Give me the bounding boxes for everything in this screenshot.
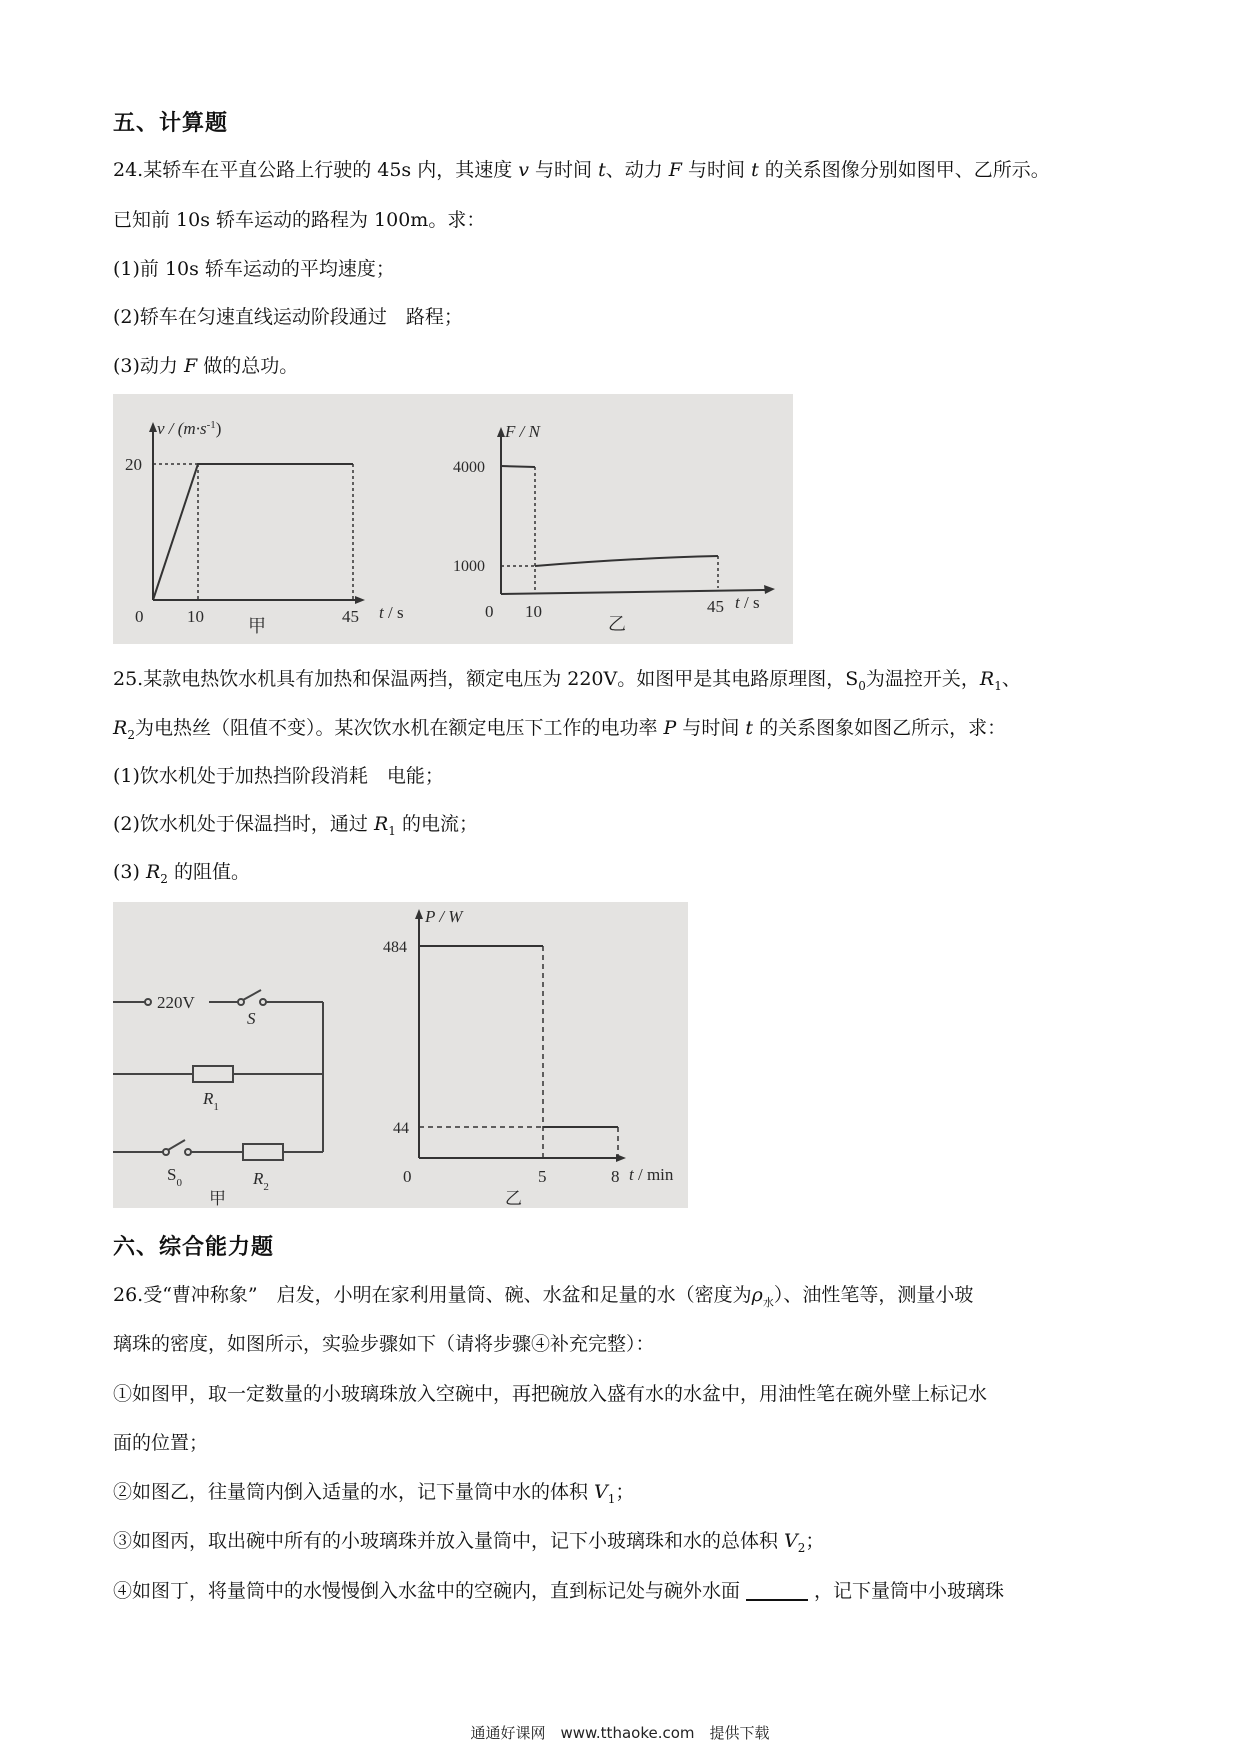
t-axis xyxy=(501,590,766,594)
q26-step1-line2: 面的位置； xyxy=(113,1432,209,1454)
q25-text: 为温控开关， xyxy=(865,668,980,690)
q24-sub1: (1)前 10s 轿车运动的平均速度； xyxy=(113,258,395,280)
q24-text: 与时间 xyxy=(681,159,752,181)
q24-text: 做的总功。 xyxy=(197,355,299,377)
origin-label: 0 xyxy=(485,602,494,621)
section-six-title: 六、综合能力题 xyxy=(113,1235,275,1260)
t-unit: / s xyxy=(387,603,404,622)
var-v: v xyxy=(518,159,529,181)
v-series-line xyxy=(153,464,353,600)
section-five-title: 五、计算题 xyxy=(113,111,229,136)
power-graph xyxy=(415,909,626,1162)
q24-text: 的关系图像分别如图甲、乙所示。 xyxy=(758,159,1050,181)
arrow-icon xyxy=(764,585,775,594)
S0-var: S xyxy=(167,1165,177,1184)
t-var: t xyxy=(379,603,384,622)
q24-text: 与时间 xyxy=(529,159,599,181)
q25-stem-line1 xyxy=(113,666,1021,699)
var-R: R xyxy=(373,813,389,835)
sub-1: 1 xyxy=(388,823,396,838)
var-t: t xyxy=(598,159,606,181)
q24-text: 、动力 xyxy=(605,159,669,181)
var-V: V xyxy=(784,1530,798,1552)
P-label-text: P / W xyxy=(425,907,463,926)
q26-text: ； xyxy=(615,1481,635,1503)
R2-var: R xyxy=(253,1169,264,1188)
q24-text: 24.某轿车在平直公路上行驶的 45s 内，其速度 xyxy=(113,159,519,181)
q26-step4 xyxy=(113,1578,1004,1604)
q25-text: 的阻值。 xyxy=(167,861,250,883)
F-tick-1000: 1000 xyxy=(453,558,485,575)
resistor-R1-icon xyxy=(193,1066,233,1082)
q26-step2 xyxy=(113,1479,634,1512)
q25-text: 25.某款电热饮水机具有加热和保温两挡，额定电压为 220V。如图甲是其电路原理图，S xyxy=(113,668,859,690)
t-var: t xyxy=(735,593,740,612)
origin-label: 0 xyxy=(135,607,144,626)
caption-yi: 乙 xyxy=(608,614,626,634)
F-label-text: F / N xyxy=(505,422,540,441)
P-tick-484: 484 xyxy=(383,939,407,956)
v-label-close: ) xyxy=(215,419,222,438)
q25-figure xyxy=(113,902,688,1208)
var-rho: ρ xyxy=(751,1284,763,1306)
var-F: F xyxy=(183,355,198,377)
v-label-text: v / (m·s xyxy=(157,419,207,438)
R1-sub: 1 xyxy=(213,1101,219,1113)
q24-text: (3)动力 xyxy=(113,355,184,377)
q26-stem-line2: 璃珠的密度，如图所示，实验步骤如下（请将步骤④补充完整）： xyxy=(113,1333,655,1355)
var-V: V xyxy=(594,1481,608,1503)
sub-1: 1 xyxy=(607,1491,616,1506)
var-P: P xyxy=(663,717,677,739)
var-R: R xyxy=(979,668,995,690)
t-var: t xyxy=(629,1165,634,1184)
q25-stem-line2 xyxy=(113,715,1006,748)
q24-figure xyxy=(113,394,793,644)
t-axis-label xyxy=(379,603,404,622)
q26-step3 xyxy=(113,1528,824,1561)
q26-stem-line1 xyxy=(113,1282,973,1316)
q26-text: ②如图乙，往量筒内倒入适量的水，记下量筒中水的体积 xyxy=(113,1481,595,1503)
arrow-icon xyxy=(355,596,365,604)
q24-stem-line2: 已知前 10s 轿车运动的路程为 100m。求： xyxy=(113,209,486,231)
R1-var: R xyxy=(203,1089,214,1108)
R2-sub: 2 xyxy=(263,1181,269,1193)
page-footer: 通通好课网 www.tthaoke.com 提供下载 xyxy=(470,1724,770,1742)
circuit-diagram xyxy=(113,990,323,1160)
q25-text: 为电热丝（阻值不变）。某次饮水机在额定电压下工作的电功率 xyxy=(134,717,664,739)
F-series-high xyxy=(501,466,535,467)
sub-2: 2 xyxy=(797,1540,806,1555)
q26-text: ，记下量筒中小玻璃珠 xyxy=(814,1580,1005,1602)
var-t: t xyxy=(751,159,759,181)
v-axis-label xyxy=(157,419,221,438)
v-tick-20: 20 xyxy=(125,455,142,474)
t-tick-10: 10 xyxy=(525,602,542,621)
v-label-sup: -1 xyxy=(206,419,216,431)
q26-text: ④如图丁，将量筒中的水慢慢倒入水盆中的空碗内，直到标记处与碗外水面 xyxy=(113,1580,741,1602)
t-unit: / s xyxy=(743,593,760,612)
var-R: R xyxy=(145,861,161,883)
t-tick-8: 8 xyxy=(611,1167,620,1186)
q25-text: (3) xyxy=(113,861,146,883)
q26-text: ③如图丙，取出碗中所有的小玻璃珠并放入量筒中，记下小玻璃珠和水的总体积 xyxy=(113,1530,785,1552)
S0-label xyxy=(167,1165,182,1189)
S0-sub: 0 xyxy=(176,1177,182,1189)
terminal-icon xyxy=(145,999,151,1005)
t-tick-10: 10 xyxy=(187,607,204,626)
t-tick-45: 45 xyxy=(707,597,724,616)
t-axis-label xyxy=(735,593,760,612)
t-tick-5: 5 xyxy=(538,1167,547,1186)
var-F: F xyxy=(668,159,682,181)
origin-label: 0 xyxy=(403,1167,412,1186)
arrow-icon xyxy=(149,422,157,432)
P-tick-44: 44 xyxy=(393,1120,409,1137)
q25-text: (2)饮水机处于保温挡时，通过 xyxy=(113,813,374,835)
q24-stem-line1 xyxy=(113,157,1050,183)
q26-step1-line1: ①如图甲，取一定数量的小玻璃珠放入空碗中，再把碗放入盛有水的水盆中，用油性笔在碗外壁上标记水 xyxy=(113,1383,988,1405)
caption-yi: 乙 xyxy=(505,1189,522,1208)
voltage-label: 220V xyxy=(157,993,195,1012)
t-tick-45: 45 xyxy=(342,607,359,626)
q25-text: 、 xyxy=(1001,668,1021,690)
q25-sub3 xyxy=(113,859,250,892)
rho-sub: 水 xyxy=(762,1295,774,1309)
q26-text: ； xyxy=(805,1530,825,1552)
switch-S-label: S xyxy=(247,1009,256,1028)
sub-0: 0 xyxy=(858,678,866,693)
q25-text: 的电流； xyxy=(395,813,478,835)
q24-sub3 xyxy=(113,353,298,379)
arrow-icon xyxy=(497,427,505,437)
q25-sub2 xyxy=(113,811,478,844)
q25-sub1: (1)饮水机处于加热挡阶段消耗 电能； xyxy=(113,765,444,787)
q26-text: 26.受“曹冲称象” 启发，小明在家利用量筒、碗、水盆和足量的水（密度为 xyxy=(113,1284,752,1306)
arrow-icon xyxy=(415,909,423,919)
answer-blank[interactable] xyxy=(746,1579,808,1601)
R2-label xyxy=(252,1169,269,1193)
q24-sub2: (2)轿车在匀速直线运动阶段通过 路程； xyxy=(113,306,463,328)
var-R: R xyxy=(113,717,128,739)
q25-text: 与时间 xyxy=(676,717,746,739)
caption-jia: 甲 xyxy=(209,1189,226,1208)
q26-text: ）、油性笔等，测量小玻 xyxy=(773,1284,974,1306)
t-unit: / min xyxy=(637,1165,674,1184)
q24-graphs xyxy=(113,394,793,644)
var-t: t xyxy=(745,717,754,739)
sub-2: 2 xyxy=(160,871,168,886)
F-axis-label xyxy=(504,422,542,441)
switch-S-icon xyxy=(243,990,261,1000)
resistor-R2-icon xyxy=(243,1144,283,1160)
caption-jia: 甲 xyxy=(248,616,266,636)
switch-S0-icon xyxy=(168,1140,185,1150)
q25-text: 的关系图象如图乙所示，求： xyxy=(753,717,1007,739)
sub-2: 2 xyxy=(127,727,135,742)
P-axis-label xyxy=(424,907,464,926)
q25-diagrams xyxy=(113,902,688,1208)
F-series-low xyxy=(535,556,718,566)
t-axis-label xyxy=(629,1165,674,1184)
R1-label xyxy=(202,1089,219,1113)
F-tick-4000: 4000 xyxy=(453,459,485,476)
sub-1: 1 xyxy=(994,678,1002,693)
